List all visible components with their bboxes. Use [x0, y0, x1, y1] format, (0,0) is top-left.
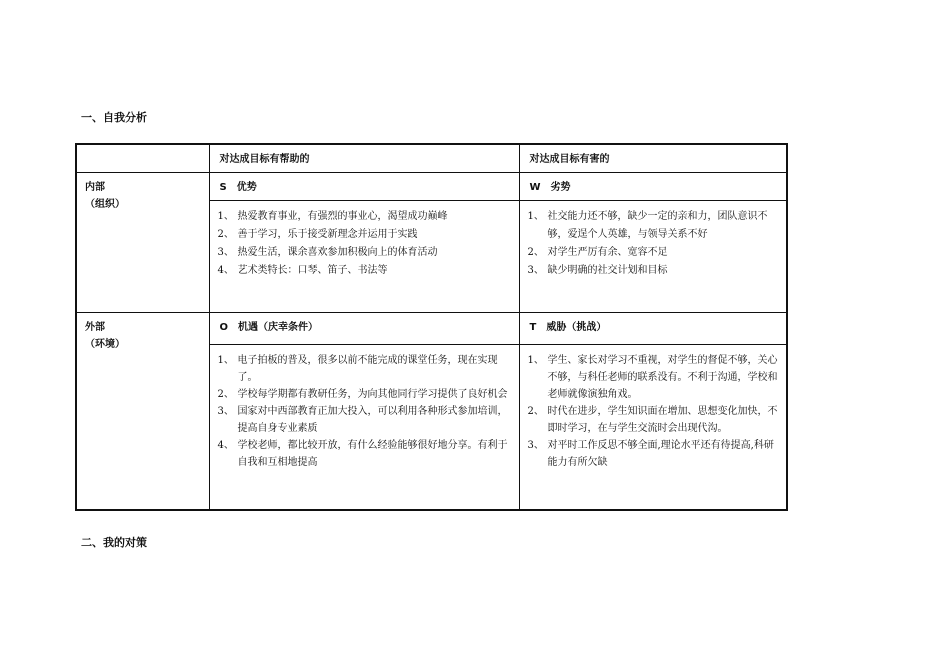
column-header-harmful: 对达成目标有害的 — [519, 144, 787, 172]
list-item: 1、 电子拍板的普及，很多以前不能完成的课堂任务，现在实现了。 — [217, 354, 498, 383]
column-header-helpful: 对达成目标有帮助的 — [209, 144, 519, 172]
list-item: 3、 对平时工作反思不够全面,理论水平还有待提高,科研能力有所欠缺 — [527, 439, 774, 468]
list-item: 1、 热爱教育事业，有强烈的事业心，渴望成功巅峰 — [217, 210, 448, 222]
list-item: 3、 缺少明确的社交计划和目标 — [527, 264, 668, 276]
list-item: 2、 学校每学期都有教研任务，为向其他同行学习提供了良好机会 — [217, 388, 508, 400]
strengths-list — [218, 208, 511, 280]
table-header-row — [76, 144, 787, 172]
weaknesses-cell — [519, 200, 787, 312]
corner-cell — [76, 144, 209, 172]
external-title-row — [76, 312, 787, 344]
opportunities-list — [218, 352, 511, 471]
strengths-title: S 优势 — [209, 172, 519, 200]
row-label-external — [76, 312, 209, 510]
list-item: 1、 社交能力还不够，缺少一定的亲和力，团队意识不够，爱逞个人英雄，与领导关系不好 — [527, 210, 768, 240]
list-item: 2、 善于学习，乐于接受新理念并运用于实践 — [217, 228, 418, 240]
list-item: 3、 热爱生活，课余喜欢参加积极向上的体育活动 — [217, 246, 438, 258]
threats-list — [528, 352, 779, 471]
weaknesses-list — [528, 208, 779, 280]
list-item: 2、 时代在进步，学生知识面在增加、思想变化加快，不即时学习，在与学生交流时会出现代沟。 — [527, 405, 778, 434]
threats-title: T 威胁（挑战） — [519, 312, 787, 344]
list-item: 4、 学校老师，都比较开放，有什么经验能够很好地分享。有利于自我和互相地提高 — [217, 439, 508, 468]
opportunities-cell — [209, 344, 519, 510]
opportunities-title: O 机遇（庆幸条件） — [209, 312, 519, 344]
list-item: 1、 学生、家长对学习不重视，对学生的督促不够，关心不够，与科任老师的联系没有。不利于沟通，学校和老师就像演独角戏。 — [527, 354, 778, 400]
row-label-internal-line2: （组织） — [85, 198, 125, 210]
list-item: 2、 对学生严厉有余、宽容不足 — [527, 246, 668, 258]
strengths-cell — [209, 200, 519, 312]
section-heading-self-analysis: 一、自我分析 — [81, 111, 147, 124]
row-label-external-line1: 外部 — [85, 321, 105, 333]
internal-title-row — [76, 172, 787, 200]
threats-cell — [519, 344, 787, 510]
row-label-external-line2: （环境） — [85, 338, 125, 350]
list-item: 4、 艺术类特长：口琴、笛子、书法等 — [217, 264, 388, 276]
row-label-internal-line1: 内部 — [85, 181, 105, 193]
row-label-internal — [76, 172, 209, 312]
weaknesses-title: W 劣势 — [519, 172, 787, 200]
swot-table — [75, 143, 788, 511]
list-item: 3、 国家对中西部教育正加大投入，可以利用各种形式参加培训，提高自身专业素质 — [217, 405, 508, 434]
section-heading-my-strategy: 二、我的对策 — [81, 536, 147, 549]
